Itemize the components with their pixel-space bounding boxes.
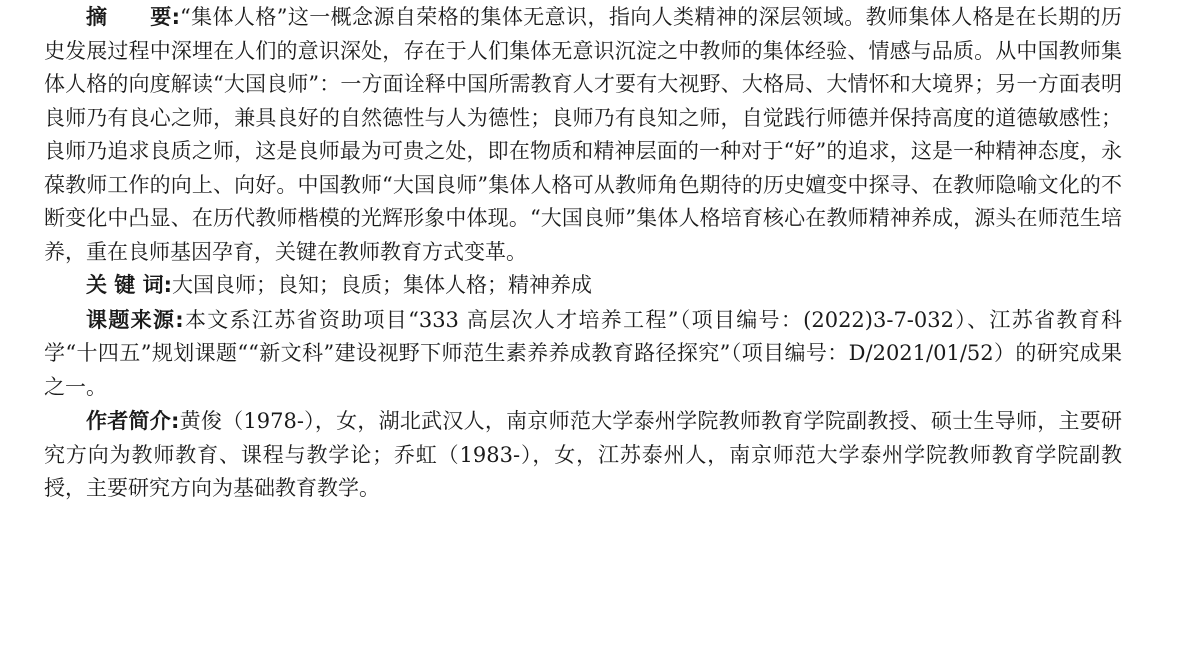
funding-paragraph xyxy=(44,304,1122,405)
abstract-label: 摘 要: xyxy=(86,5,180,29)
keywords-paragraph xyxy=(44,269,1122,303)
abstract-paragraph xyxy=(44,1,1122,269)
paper-front-matter xyxy=(44,0,1122,506)
keywords-text: 大国良师；良知；良质；集体人格；精神养成 xyxy=(172,273,593,297)
funding-label: 课题来源: xyxy=(86,307,184,332)
author-label: 作者简介: xyxy=(86,409,180,433)
author-paragraph xyxy=(44,405,1122,506)
keywords-label: 关 键 词: xyxy=(86,273,173,297)
abstract-text: “集体人格”这一概念源自荣格的集体无意识，指向人类精神的深层领域。教师集体人格是在长期的历史发展过程中深埋在人们的意识深处，存在于人们集体无意识沉淀之中教师的集体经验、情感与品质。从中国教师集体人格的向度解读“大国良师”：一方面诠释中国所需教育人才要有大视野、大格局、大情怀和大境界；另一方面表明良师乃有良心之师，兼具良好的自然德性与人为德性；良师乃有良知之师，自觉践行师德并保持高度的道德敏感性；良师乃追求良质之师，这是良师最为可贵之处，即在物质和精神层面的一种对于“好”的追求，这是一种精神态度，永葆教师工作的向上、向好。中国教师“大国良师”集体人格可从教师角色期待的历史嬗变中探寻、在教师隐喻文化的不断变化中凸显、在历代教师楷模的光辉形象中体现。“大国良师”集体人格培育核心在教师精神养成，源头在师范生培养，重在良师基因孕育，关键在教师教育方式变革。 xyxy=(44,5,1122,264)
author-text: 黄俊（1978-），女，湖北武汉人，南京师范大学泰州学院教师教育学院副教授、硕士生导师，主要研究方向为教师教育、课程与教学论；乔虹（1983-），女，江苏泰州人，南京师范大学泰州学院教师教育学院副教授，主要研究方向为基础教育教学。 xyxy=(44,409,1122,500)
funding-text: 本文系江苏省资助项目“333 高层次人才培养工程”（项目编号：(2022)3-7-032）、江苏省教育科学“十四五”规划课题““新文科”建设视野下师范生素养养成教育路径探究”（项目编号：D/2021/01/52）的研究成果之一。 xyxy=(44,307,1122,399)
